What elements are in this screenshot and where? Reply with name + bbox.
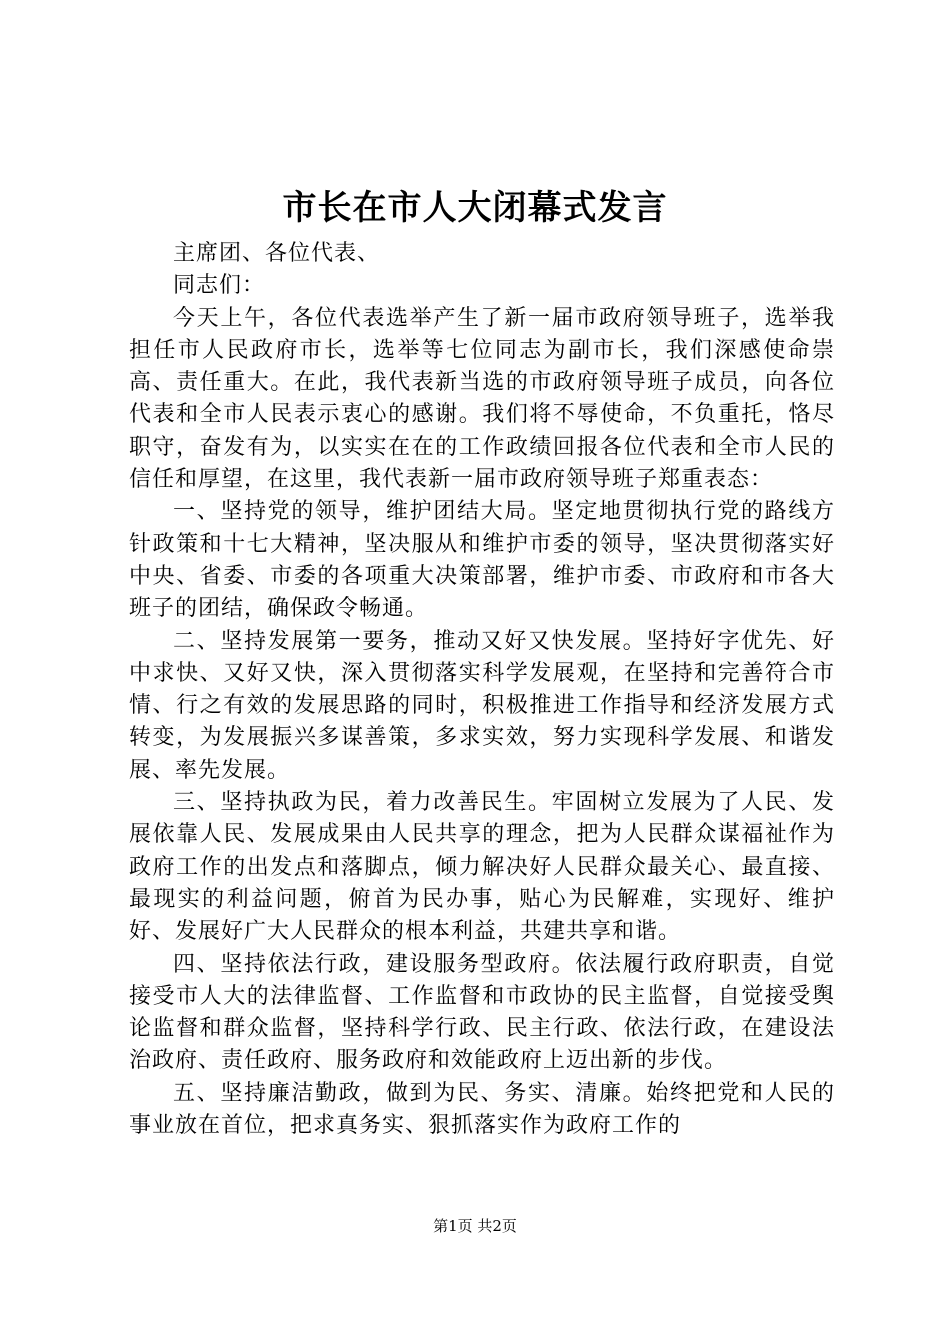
body-paragraph: 一、坚持党的领导，维护团结大局。坚定地贯彻执行党的路线方针政策和十七大精神，坚决服从和维护市委的领导，坚决贯彻落实好中央、省委、市委的各项重大决策部署，维护市委、市政府和市各大班子的团结，确保政令畅通。 xyxy=(129,499,835,622)
body-paragraph: 三、坚持执政为民，着力改善民生。牢固树立发展为了人民、发展依靠人民、发展成果由人民共享的理念，把为人民群众谋福祉作为政府工作的出发点和落脚点，倾力解决好人民群众最关心、最直接、最现实的利益问题，俯首为民办事，贴心为民解难，实现好、维护好、发展好广大人民群众的根本利益，共建共享和谐。 xyxy=(129,790,835,945)
body-paragraph: 五、坚持廉洁勤政，做到为民、务实、清廉。始终把党和人民的事业放在首位，把求真务实、狠抓落实作为政府工作的 xyxy=(129,1080,835,1139)
body-paragraph: 二、坚持发展第一要务，推动又好又快发展。坚持好字优先、好中求快、又好又快，深入贯彻落实科学发展观，在坚持和完善符合市情、行之有效的发展思路的同时，积极推进工作指导和经济发展方式转变，为发展振兴多谋善策，多求实效，努力实现科学发展、和谐发展、率先发展。 xyxy=(129,628,835,783)
body-paragraph: 四、坚持依法行政，建设服务型政府。依法履行政府职责，自觉接受市人大的法律监督、工作监督和市政协的民主监督，自觉接受舆论监督和群众监督，坚持科学行政、民主行政、依法行政，在建设法治政府、责任政府、服务政府和效能政府上迈出新的步伐。 xyxy=(129,951,835,1074)
page-number-footer: 第1页 共2页 xyxy=(433,1217,517,1235)
document-title: 市长在市人大闭幕式发言 xyxy=(282,188,668,228)
salutation-line: 主席团、各位代表、 xyxy=(173,241,381,266)
body-paragraph: 今天上午，各位代表选举产生了新一届市政府领导班子，选举我担任市人民政府市长，选举等七位同志为副市长，我们深感使命崇高、责任重大。在此，我代表新当选的市政府领导班子成员，向各位代表和全市人民表示衷心的感谢。我们将不辱使命，不负重托，恪尽职守，奋发有为，以实实在在的工作政绩回报各位代表和全市人民的信任和厚望，在这里，我代表新一届市政府领导班子郑重表态： xyxy=(129,305,835,493)
salutation-line: 同志们： xyxy=(173,273,266,299)
document-body xyxy=(129,238,835,1142)
